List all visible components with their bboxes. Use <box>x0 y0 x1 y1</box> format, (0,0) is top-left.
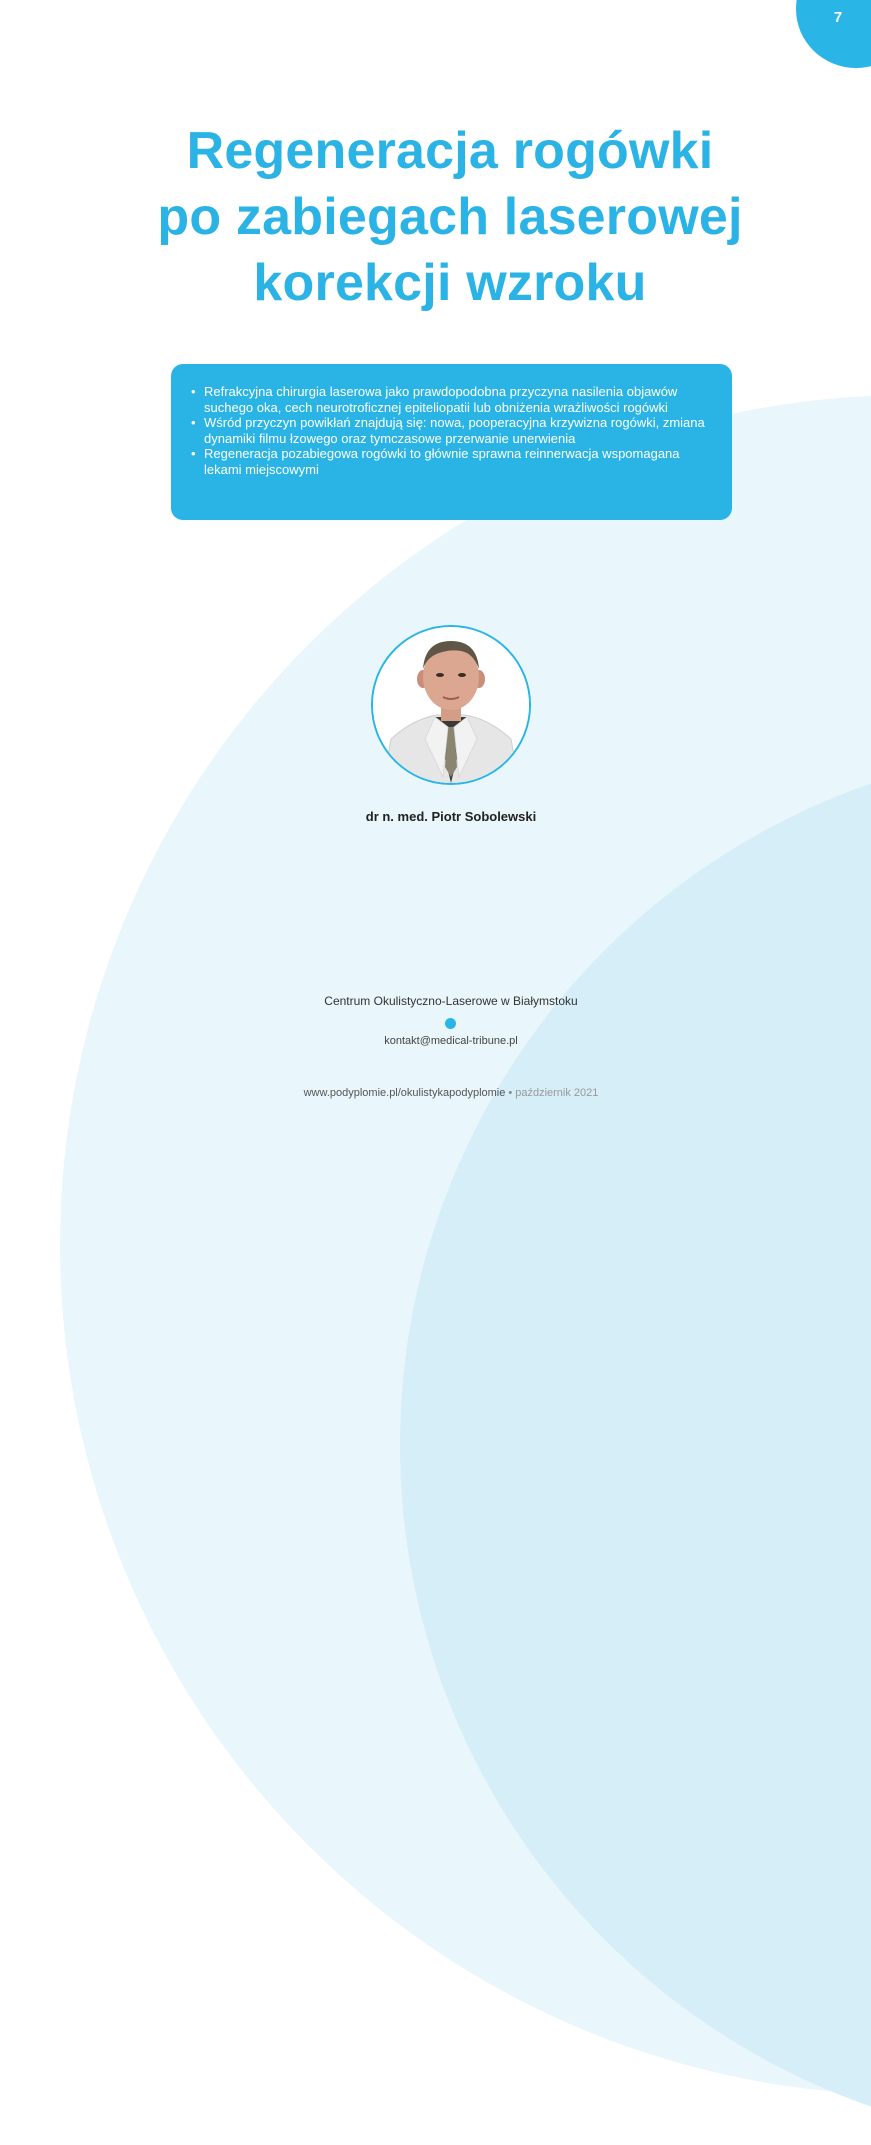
bullet-icon: • <box>191 446 196 461</box>
footer-url[interactable]: www.podyplomie.pl/okulistykapodyplomie <box>303 1087 506 1099</box>
author-portrait-illustration <box>373 627 529 783</box>
separator-dot-icon <box>445 1018 456 1029</box>
title-line-2: po zabiegach laserowej <box>157 188 743 246</box>
summary-list <box>191 384 714 477</box>
bullet-icon: • <box>191 384 196 399</box>
summary-item <box>191 415 714 446</box>
summary-box <box>171 364 732 520</box>
author-photo <box>371 625 531 785</box>
summary-item-text: Wśród przyczyn powikłań znajdują się: nowa, pooperacyjna krzywizna rogówki, zmiana dynamiki filmu łzowego oraz tymczasowe przerwanie unerwienia <box>204 415 705 446</box>
title-line-3: korekcji wzroku <box>253 254 647 312</box>
article-title <box>0 118 871 316</box>
footer-separator: • <box>508 1087 513 1099</box>
summary-item <box>191 446 714 477</box>
author-institution: Centrum Okulistyczno-Laserowe w Białymstoku <box>324 994 578 1008</box>
page-footer <box>0 1087 871 1099</box>
summary-item <box>191 384 714 415</box>
footer-date: październik 2021 <box>515 1087 599 1099</box>
bullet-icon: • <box>191 415 196 430</box>
summary-item-text: Regeneracja pozabiegowa rogówki to głównie sprawna reinnerwacja wspomagana lekami miejscowymi <box>204 446 680 477</box>
page-number: 7 <box>833 9 843 26</box>
contact-email-link[interactable]: kontakt@medical-tribune.pl <box>384 1035 518 1047</box>
title-line-1: Regeneracja rogówki <box>186 122 714 180</box>
summary-item-text: Refrakcyjna chirurgia laserowa jako prawdopodobna przyczyna nasilenia objawów suchego oka, cech neurotroficznej epiteliopatii lub obniżenia wrażliwości rogówki <box>204 384 678 415</box>
author-name: dr n. med. Piotr Sobolewski <box>365 809 537 824</box>
